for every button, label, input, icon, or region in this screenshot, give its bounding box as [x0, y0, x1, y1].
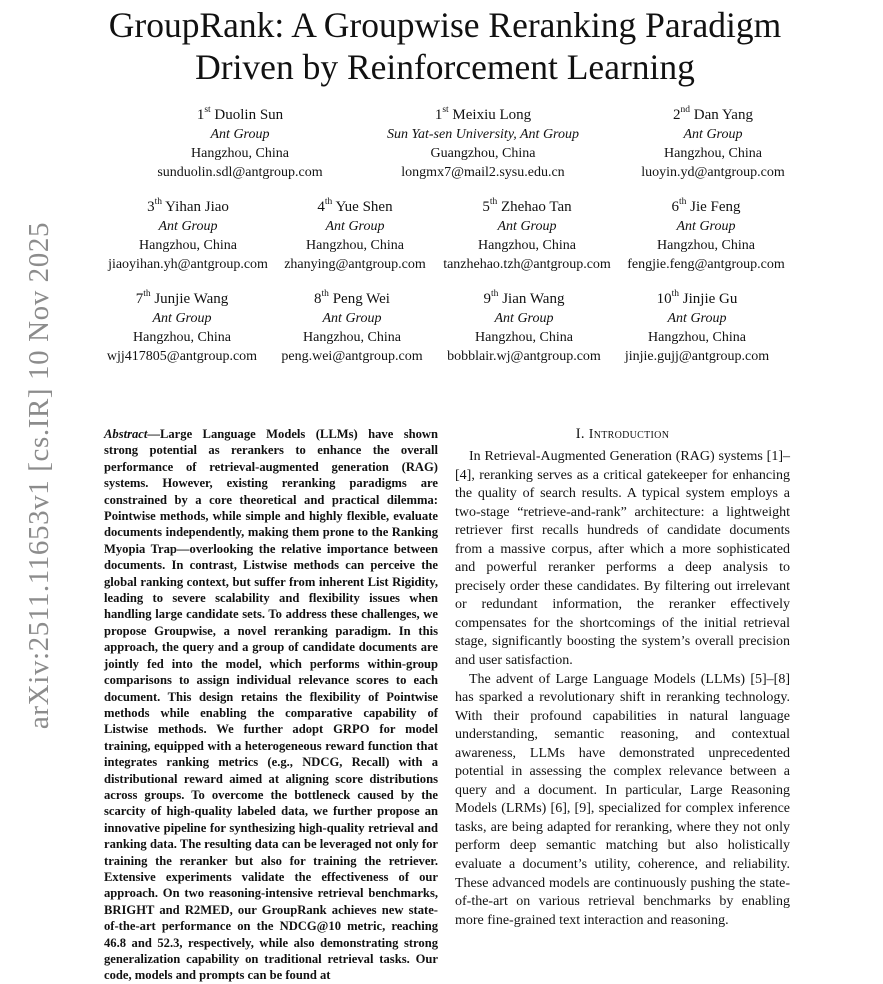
- section-title: Introduction: [588, 427, 670, 442]
- author-block: [100, 290, 264, 366]
- author-affiliation: Ant Group: [322, 311, 382, 326]
- author-affiliation: Ant Group: [158, 219, 218, 234]
- author-affiliation: Ant Group: [497, 219, 557, 234]
- introduction-body: [455, 448, 790, 930]
- author-email: zhanying@antgroup.com: [284, 257, 426, 272]
- paper-title: [60, 4, 830, 88]
- author-affiliation: Ant Group: [683, 127, 743, 142]
- author-email: wjj417805@antgroup.com: [106, 349, 258, 364]
- author-location: Hangzhou, China: [657, 238, 755, 253]
- paper-title-line-2: Driven by Reinforcement Learning: [195, 47, 695, 87]
- author-affiliation: Ant Group: [210, 127, 270, 142]
- author-email: tanzhehao.tzh@antgroup.com: [443, 257, 611, 272]
- author-location: Hangzhou, China: [191, 146, 289, 161]
- author-location: Hangzhou, China: [139, 238, 237, 253]
- author-location: Guangzhou, China: [430, 146, 536, 161]
- author-location: Hangzhou, China: [133, 330, 231, 345]
- author-location: Hangzhou, China: [648, 330, 746, 345]
- author-block: [614, 290, 780, 366]
- author-location: Hangzhou, China: [475, 330, 573, 345]
- author-email: jiaoyihan.yh@antgroup.com: [108, 257, 268, 272]
- author-affiliation: Ant Group: [325, 219, 385, 234]
- author-affiliation: Sun Yat-sen University, Ant Group: [387, 127, 579, 142]
- author-name: 4th Yue Shen: [317, 197, 393, 215]
- author-location: Hangzhou, China: [303, 330, 401, 345]
- author-email: fengjie.feng@antgroup.com: [627, 257, 785, 272]
- author-block: [272, 290, 432, 366]
- section-number: I.: [575, 426, 585, 442]
- abstract-label: Abstract: [104, 427, 148, 441]
- paper-title-line-1: GroupRank: A Groupwise Reranking Paradigm: [108, 5, 782, 45]
- arxiv-stamp: [16, 215, 64, 735]
- author-email: bobblair.wj@antgroup.com: [447, 349, 601, 364]
- author-block: [628, 106, 798, 182]
- author-name: 2nd Dan Yang: [673, 105, 753, 123]
- author-name: 7th Junjie Wang: [135, 289, 229, 307]
- author-block: [373, 106, 593, 182]
- author-block: [440, 290, 608, 366]
- author-affiliation: Ant Group: [667, 311, 727, 326]
- abstract: [104, 426, 438, 984]
- section-heading: [455, 426, 790, 443]
- author-location: Hangzhou, China: [306, 238, 404, 253]
- paragraph: In Retrieval-Augmented Generation (RAG) systems [1]–[4], reranking serves as a critical gatekeeper for enhancing the quality of search results. A typical system employs a two-stage “retrieve-and-rank” architecture: a lightweight retriever first recalls hundreds of candidate documents from a massive corpus, after which a more sophisticated and powerful reranker performs a deep analysis to precisely order these candidates. By filtering out irrelevant or redundant information, the reranker effectively compensates for the shortcomings of the initial retrieval stage, significantly boosting the system’s overall precision and user satisfaction.: [455, 449, 790, 669]
- arxiv-stamp-text: arXiv:2511.11653v1 [cs.IR] 10 Nov 2025: [23, 221, 56, 729]
- author-affiliation: Ant Group: [494, 311, 554, 326]
- author-block: [620, 198, 792, 274]
- author-email: peng.wei@antgroup.com: [281, 349, 423, 364]
- author-email: jinjie.gujj@antgroup.com: [624, 349, 770, 364]
- author-block: [438, 198, 616, 274]
- author-name: 5th Zhehao Tan: [482, 197, 572, 215]
- author-affiliation: Ant Group: [152, 311, 212, 326]
- author-name: 1st Meixiu Long: [434, 105, 532, 123]
- author-name: 9th Jian Wang: [483, 289, 565, 307]
- abstract-text: —Large Language Models (LLMs) have shown strong potential as rerankers to enhance the overall performance of retrieval-augmented generation (RAG) systems. However, existing reranking paradigms are constrained by a core theoretical and practical dilemma: Pointwise methods, while simple and highly flexible, evaluate documents independently, making them prone to the Ranking Myopia Trap—overlooking the relative importance between documents. In contrast, Listwise methods can perceive the global ranking context, but suffer from inherent List Rigidity, leading to severe scalability and flexibility issues when handling large candidate sets. To address these challenges, we propose Groupwise, a novel reranking paradigm. In this approach, the query and a group of candidate documents are jointly fed into the model, which performs within-group comparisons to assign individual relevance scores to each document. This design retains the flexibility of Pointwise methods while enabling the comparative capability of Listwise methods. We further adopt GRPO for model training, equipped with a heterogeneous reward function that integrates ranking metrics (e.g., NDCG, Recall) with a distributional reward aimed at aligning score distributions across groups. To overcome the bottleneck caused by the scarcity of high-quality labeled data, we further propose an innovative pipeline for synthesizing high-quality retrieval and ranking data. The resulting data can be leveraged not only for training the reranker but also for training the retriever. Extensive experiments validate the effectiveness of our approach. On two reasoning-intensive retrieval benchmarks, BRIGHT and R2MED, our GroupRank achieves new state-of-the-art performance on the NDCG@10 metric, reaching 46.8 and 52.3, respectively, while also demonstrating strong generalization capability on traditional retrieval tasks. Our code, models and prompts can be found at: [104, 427, 438, 983]
- author-email: longmx7@mail2.sysu.edu.cn: [401, 165, 565, 180]
- author-block: [280, 198, 430, 274]
- author-affiliation: Ant Group: [676, 219, 736, 234]
- author-name: 3th Yihan Jiao: [147, 197, 229, 215]
- author-name: 10th Jinjie Gu: [656, 289, 738, 307]
- author-name: 8th Peng Wei: [314, 289, 390, 307]
- author-location: Hangzhou, China: [664, 146, 762, 161]
- author-location: Hangzhou, China: [478, 238, 576, 253]
- author-block: [150, 106, 330, 182]
- author-block: [102, 198, 274, 274]
- author-email: sunduolin.sdl@antgroup.com: [157, 165, 323, 180]
- author-name: 1st Duolin Sun: [196, 105, 284, 123]
- author-name: 6th Jie Feng: [671, 197, 741, 215]
- author-email: luoyin.yd@antgroup.com: [641, 165, 785, 180]
- paragraph: The advent of Large Language Models (LLMs) [5]–[8] has sparked a revolutionary shift in reranking technology. With their profound capabilities in natural language understanding, semantic reasoning, and contextual awareness, LLMs have demonstrated unprecedented potential in assessing the complex relevance between a query and a document. In particular, Large Reasoning Models (LRMs) [6], [9], specialized for complex inference tasks, are being adapted for reranking, where they not only perform deep semantic matching but also holistically evaluate a document’s utility, coherence, and reliability. These advanced models are continuously pushing the state-of-the-art on various retrieval benchmarks by enabling more fine-grained text interaction and reasoning.: [455, 671, 790, 928]
